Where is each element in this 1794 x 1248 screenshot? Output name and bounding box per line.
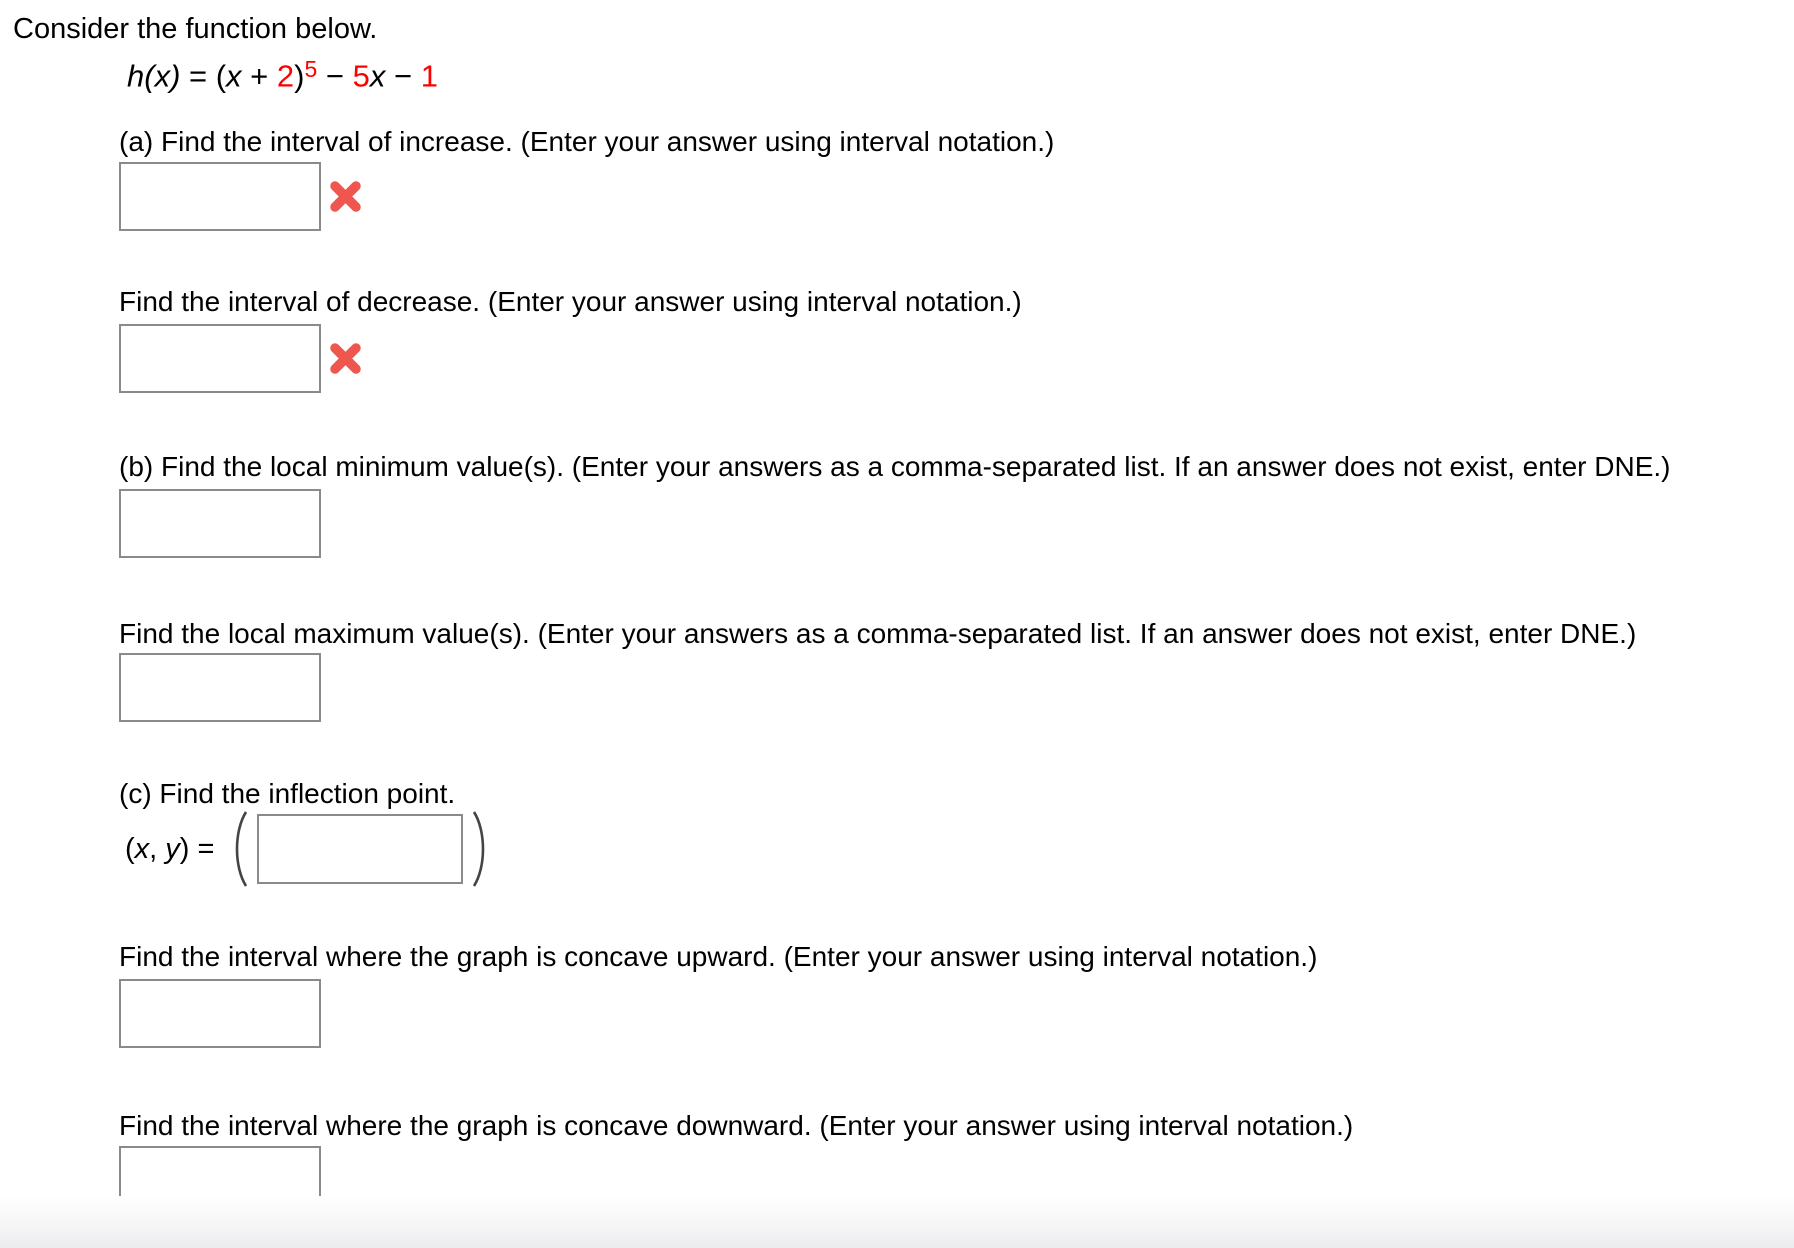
formula-constant-2: 2	[276, 58, 295, 94]
close-paren-equals: ) =	[179, 832, 223, 865]
part-a-increase-label: (a) Find the interval of increase. (Enter your answer using interval notation.)	[119, 126, 1055, 157]
part-b-local-min-label: (b) Find the local minimum value(s). (Enter your answers as a comma-separated list. If an answer does not exist, enter DNE.)	[119, 451, 1671, 482]
right-big-paren	[469, 809, 491, 889]
formula-equals-open: = (	[180, 58, 227, 94]
local-max-input[interactable]	[119, 653, 321, 722]
function-formula	[127, 54, 438, 94]
local-min-input[interactable]	[119, 489, 321, 558]
inflection-point-input[interactable]	[257, 814, 463, 884]
part-b-local-max-label: Find the local maximum value(s). (Enter your answers as a comma-separated list. If an answer does not exist, enter DNE.)	[119, 618, 1637, 649]
part-a-decrease-label: Find the interval of decrease. (Enter your answer using interval notation.)	[119, 286, 1022, 317]
open-paren: (	[125, 832, 135, 865]
part-c-concave-up-label: Find the interval where the graph is concave upward. (Enter your answer using interval notation.)	[119, 941, 1318, 972]
part-c-inflection-label: (c) Find the inflection point.	[119, 778, 456, 809]
xy-equals-prefix	[125, 833, 223, 866]
formula-close-paren: )	[294, 58, 305, 94]
x-variable: x	[134, 832, 150, 865]
formula-exponent-5: 5	[304, 56, 318, 82]
formula-variable: x	[369, 58, 386, 94]
part-c-concave-down-label: Find the interval where the graph is concave downward. (Enter your answer using interval notation.)	[119, 1110, 1354, 1141]
inflection-point-row	[125, 808, 497, 890]
formula-plus: +	[241, 58, 277, 94]
left-big-paren	[229, 809, 251, 889]
formula-minus: −	[317, 58, 353, 94]
formula-constant-1: 1	[420, 58, 438, 94]
formula-coefficient-5: 5	[352, 58, 370, 94]
increase-interval-input[interactable]	[119, 162, 321, 231]
concave-upward-input[interactable]	[119, 979, 321, 1048]
formula-minus: −	[385, 58, 421, 94]
decrease-interval-input[interactable]	[119, 324, 321, 393]
incorrect-x-icon	[329, 342, 362, 375]
y-variable: y	[165, 832, 180, 865]
comma: ,	[149, 832, 166, 865]
formula-variable: x	[226, 58, 242, 94]
incorrect-x-icon	[329, 180, 362, 213]
question-intro: Consider the function below.	[13, 13, 378, 45]
page-bottom-fade	[0, 1196, 1794, 1248]
formula-function-call: h(x)	[127, 58, 181, 94]
